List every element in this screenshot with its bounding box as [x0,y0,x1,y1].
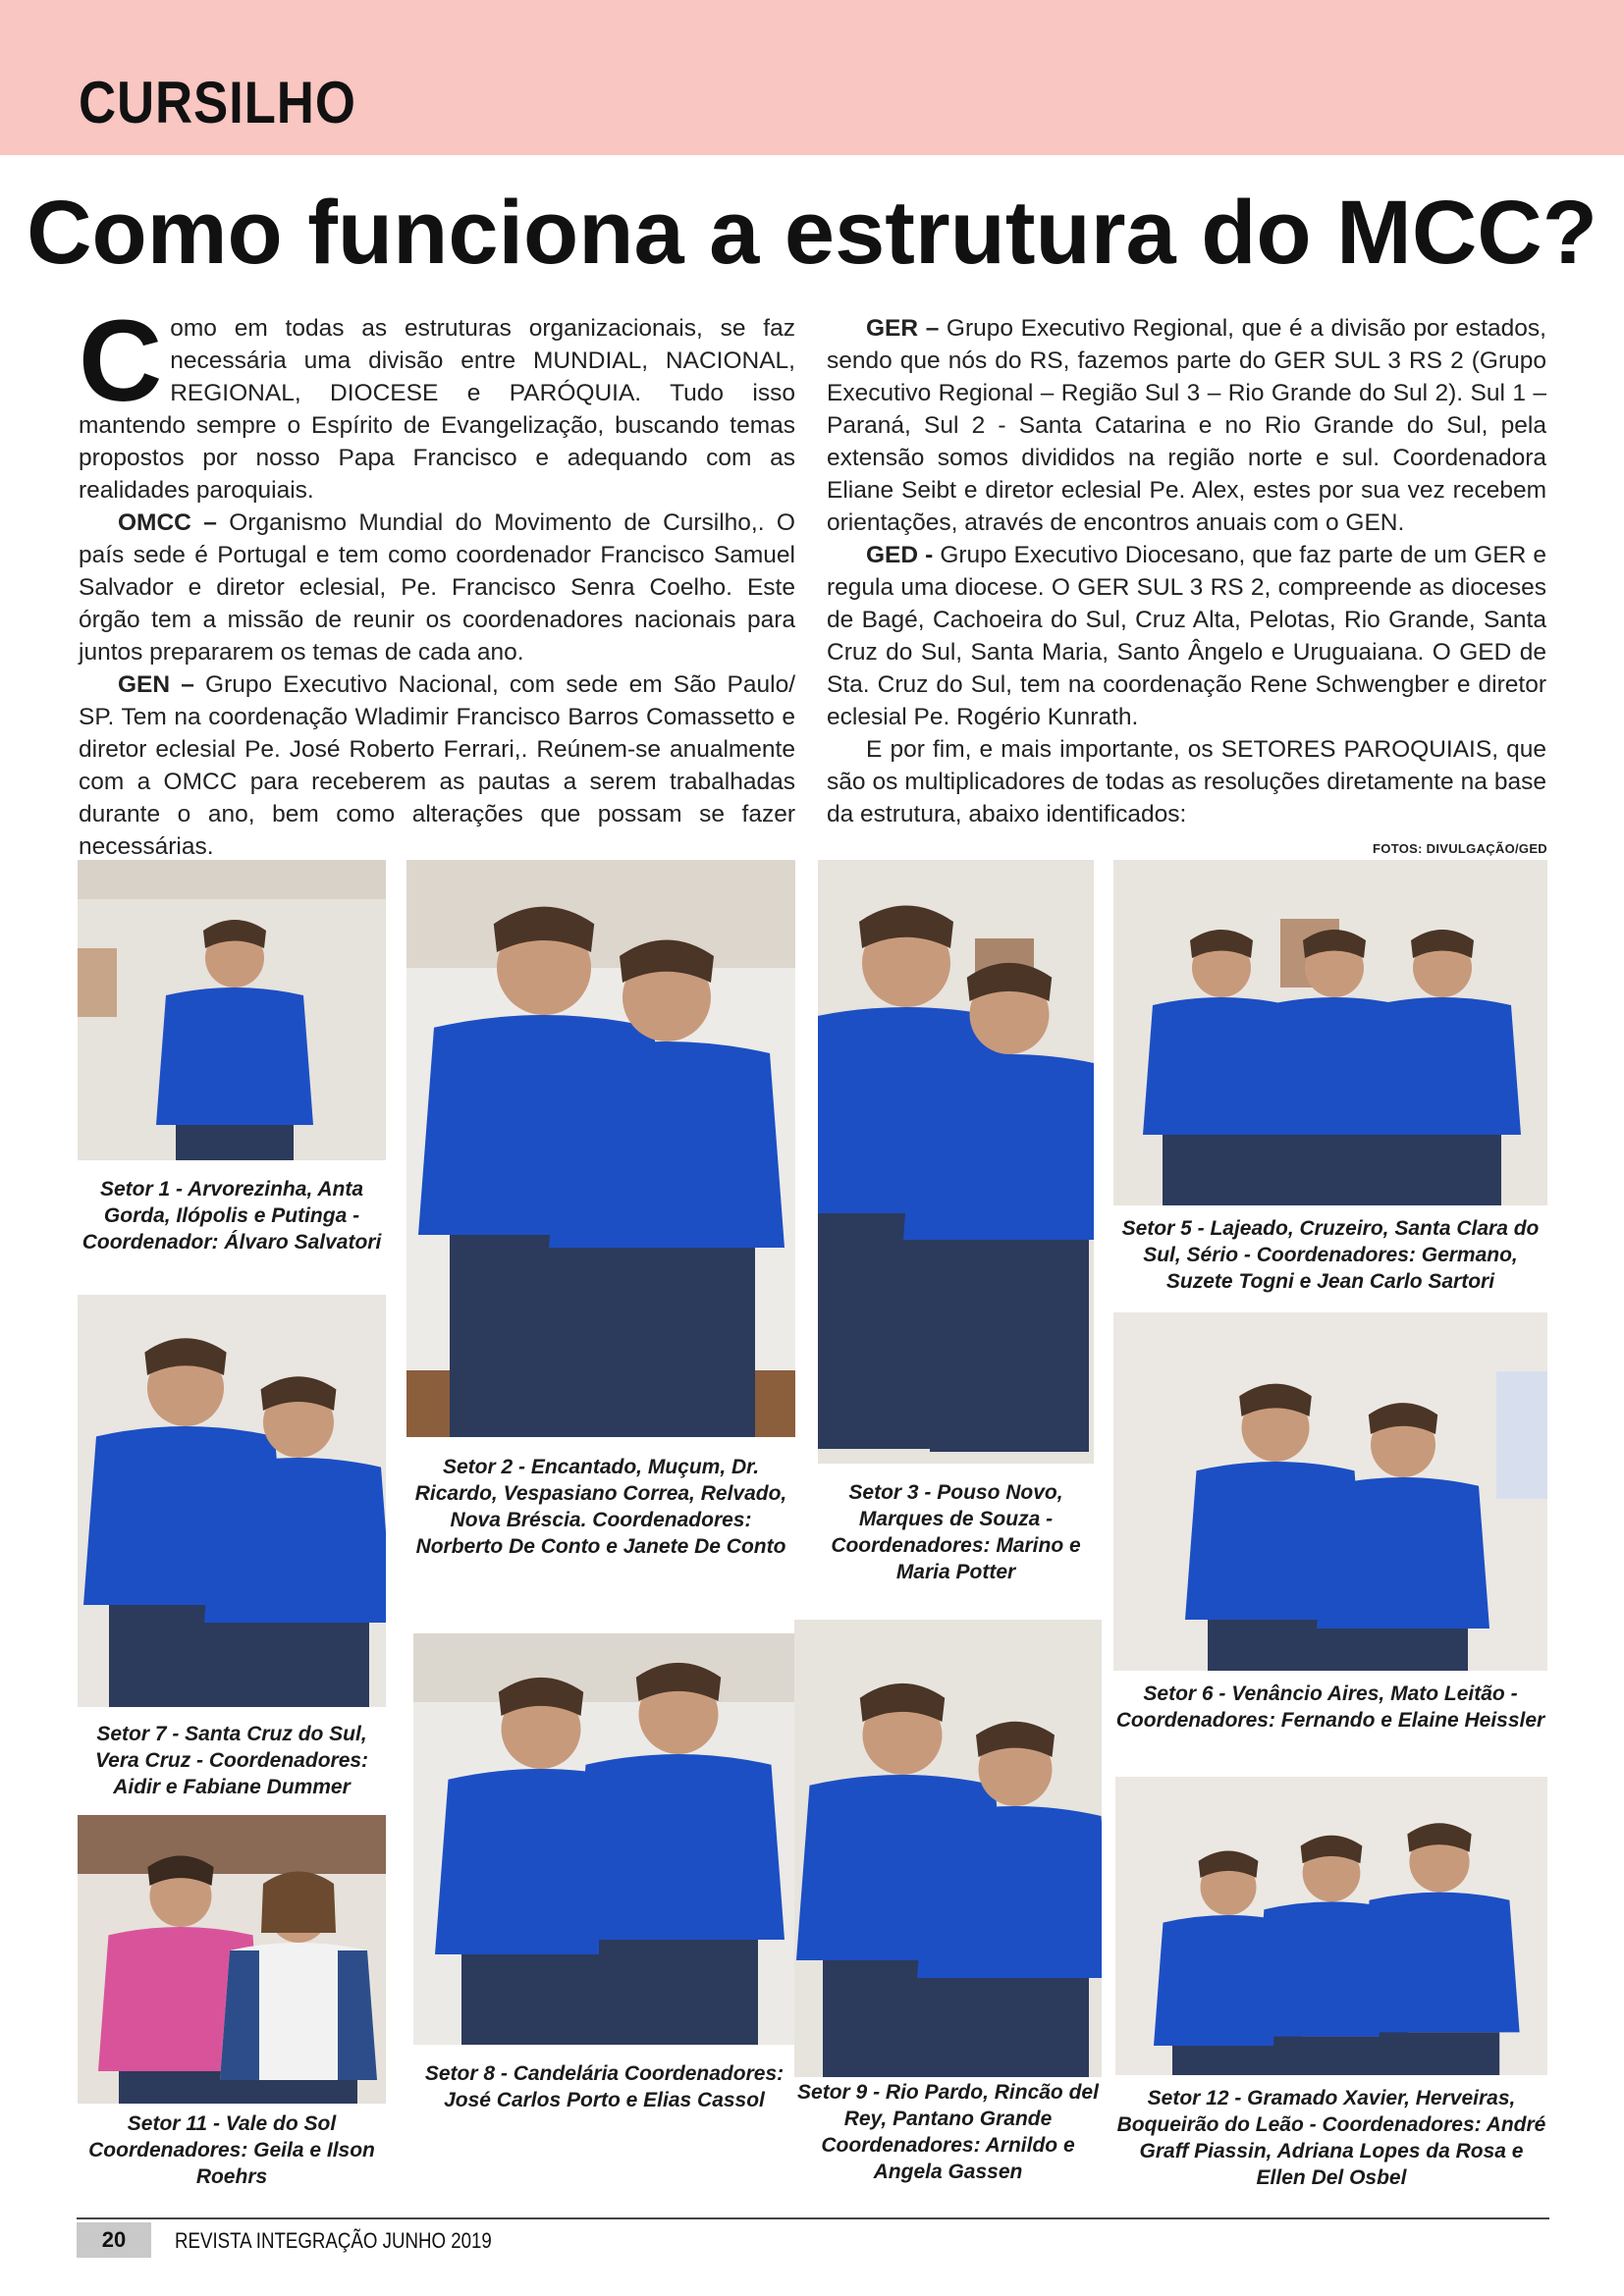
term-omcc: OMCC – [118,509,217,536]
photo-setor-1 [78,860,386,1160]
photo-credit: FOTOS: DIVULGAÇÃO/GED [1373,841,1547,856]
photo-setor-8 [413,1633,795,2045]
article-paragraph: E por fim, e mais importante, os SETORES PAROQUIAIS, que são os multiplicadores de todas as resoluções diretamente na base da estrutura, abaixo identificados: [827,736,1546,828]
photo-setor-7 [78,1295,386,1707]
photo-setor-5 [1113,860,1547,1205]
term-ged: GED - [866,542,934,568]
page-title: Como funciona a estrutura do MCC? [27,183,1597,283]
article-column-left [79,296,795,863]
article-paragraph: Como em todas as estruturas organizacionais, se faz necessária uma divisão entre MUNDIAL, NACIONAL, REGIONAL, DIOCESE e PARÓQUIA. Tudo isso mantendo sempre o Espírito de Evangelização, buscando temas propostos por nosso Papa Francisco e adequando com as realidades paroquiais. [79,296,795,504]
photo-setor-11 [78,1815,386,2104]
photo-setor-6 [1113,1312,1547,1671]
article-paragraph: GED - Grupo Executivo Diocesano, que faz parte de um GER e regula uma diocese. O GER SUL 3 RS 2, compreende as dioceses de Bagé, Cachoeira do Sul, Cruz Alta, Pelotas, Rio Grande, Santa Cruz do Sul, Santa Maria, Santo Ângelo e Uruguaiana. O GED de Sta. Cruz do Sul, tem na coordenação Rene Schwengber e diretor eclesial Pe. Rogério Kunrath. [827,542,1546,730]
photo-setor-12 [1115,1777,1547,2075]
page-number: 20 [77,2222,151,2258]
section-label: CURSILHO [79,70,356,135]
term-gen: GEN – [118,671,194,698]
caption-setor-9: Setor 9 - Rio Pardo, Rincão del Rey, Pantano Grande Coordenadores: Arnildo e Angela Gassen [797,2081,1099,2183]
caption-setor-11: Setor 11 - Vale do Sol Coordenadores: Geila e Ilson Roehrs [88,2112,375,2188]
photo-setor-9 [794,1620,1102,2077]
caption-setor-6: Setor 6 - Venâncio Aires, Mato Leitão - Coordenadores: Fernando e Elaine Heissler [1115,1682,1545,1732]
caption-setor-5: Setor 5 - Lajeado, Cruzeiro, Santa Clara do Sul, Sério - Coordenadores: Germano, Suzete Togni e Jean Carlo Sartori [1121,1217,1540,1293]
caption-setor-7: Setor 7 - Santa Cruz do Sul, Vera Cruz - Coordenadores: Aidir e Fabiane Dummer [94,1723,369,1798]
caption-setor-1: Setor 1 - Arvorezinha, Anta Gorda, Ilópolis e Putinga - Coordenador: Álvaro Salvatori [81,1178,382,1254]
term-ger: GER – [866,315,940,342]
photo-setor-2 [406,860,795,1437]
article-paragraph: OMCC – Organismo Mundial do Movimento de Cursilho,. O país sede é Portugal e tem como coordenador Francisco Samuel Salvador e diretor eclesial, Pe. Francisco Senra Coelho. Este órgão tem a missão de reunir os coordenadores nacionais para juntos prepararem os temas de cada ano. [79,509,795,666]
footer-divider [77,2217,1549,2219]
caption-setor-8: Setor 8 - Candelária Coordenadores: José Carlos Porto e Elias Cassol [424,2062,785,2111]
magazine-name: REVISTA INTEGRAÇÃO JUNHO 2019 [175,2228,492,2253]
caption-setor-2: Setor 2 - Encantado, Muçum, Dr. Ricardo, Vespasiano Correa, Relvado, Nova Bréscia. Coordenadores: Norberto De Conto e Janete De Conto [414,1456,787,1558]
caption-setor-12: Setor 12 - Gramado Xavier, Herveiras, Boqueirão do Leão - Coordenadores: André Graff Piassin, Adriana Lopes da Rosa e Ellen Del Osbel [1116,2087,1546,2189]
caption-setor-3: Setor 3 - Pouso Novo, Marques de Souza - Coordenadores: Marino e Maria Potter [831,1481,1081,1583]
drop-cap: C [79,296,163,426]
photo-setor-3 [818,860,1094,1464]
article-paragraph: GEN – Grupo Executivo Nacional, com sede em São Paulo/ SP. Tem na coordenação Wladimir Francisco Barros Comassetto e diretor eclesial Pe. José Roberto Ferrari,. Reúnem-se anualmente com a OMCC para receberem as pautas a serem trabalhadas durante o ano, bem como alterações que possam se fazer necessárias. [79,671,795,860]
article-column-right [827,312,1546,830]
article-paragraph: GER – Grupo Executivo Regional, que é a divisão por estados, sendo que nós do RS, fazemos parte do GER SUL 3 RS 2 (Grupo Executivo Regional – Região Sul 3 – Rio Grande do Sul 2). Sul 1 – Paraná, Sul 2 - Santa Catarina e no Rio Grande do Sul, pela extensão somos divididos na região norte e sul. Coordenadora Eliane Seibt e diretor eclesial Pe. Alex, estes por sua vez recebem orientações, através de encontros anuais com o GEN. [827,315,1546,536]
